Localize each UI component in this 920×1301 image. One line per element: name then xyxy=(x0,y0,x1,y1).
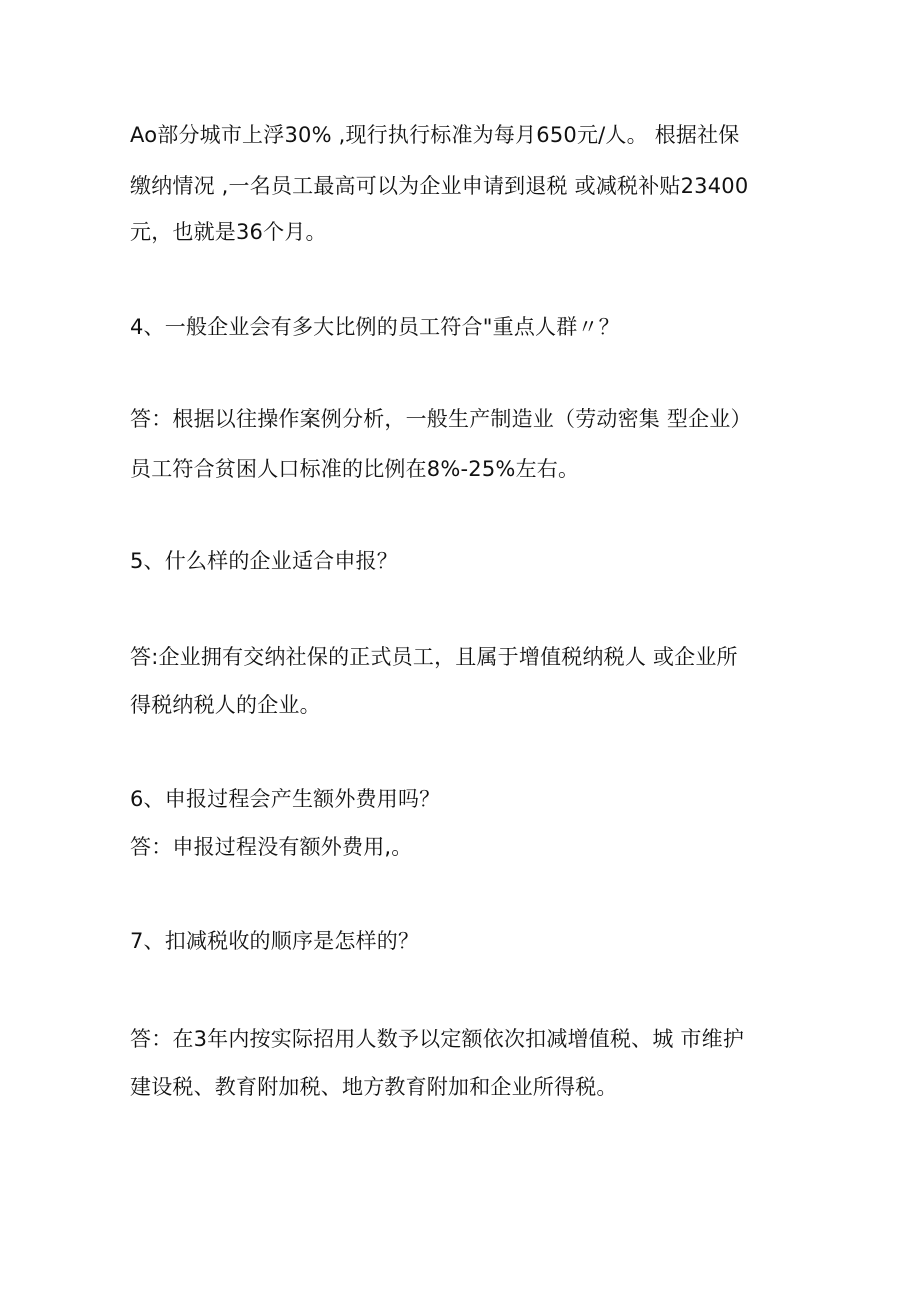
answer-7-line-1: 答：在3年内按实际招用人数予以定额依次扣减增值税、城 市维护 xyxy=(130,1027,745,1051)
answer-4-line-1: 答：根据以往操作案例分析，一般生产制造业（劳动密集 型企业） xyxy=(130,407,752,431)
question-7: 7、扣减税收的顺序是怎样的？ xyxy=(130,929,420,953)
answer-4-line-2: 员工符合贫困人口标准的比例在8%-25%左右。 xyxy=(130,457,580,481)
answer-7-line-2: 建设税、教育附加税、地方教育附加和企业所得税。 xyxy=(130,1075,618,1099)
intro-line-2: 缴纳情况 ,一名员工最高可以为企业申请到退税 或减税补贴23400 xyxy=(130,174,749,198)
question-6: 6、申报过程会产生额外费用吗？ xyxy=(130,787,441,811)
answer-5-line-2: 得税纳税人的企业。 xyxy=(130,693,321,717)
intro-line-3: 元，也就是36个月。 xyxy=(130,220,327,244)
intro-line-1: Ao部分城市上浮30% ,现行执行标准为每月650元/人。 根据社保 xyxy=(130,123,740,147)
answer-6: 答：申报过程没有额外费用,。 xyxy=(130,835,413,859)
answer-5-line-1: 答:企业拥有交纳社保的正式员工，且属于增值税纳税人 或企业所 xyxy=(130,645,738,669)
question-4: 4、一般企业会有多大比例的员工符合"重点人群〃？ xyxy=(130,315,620,339)
question-5: 5、什么样的企业适合申报？ xyxy=(130,549,398,573)
